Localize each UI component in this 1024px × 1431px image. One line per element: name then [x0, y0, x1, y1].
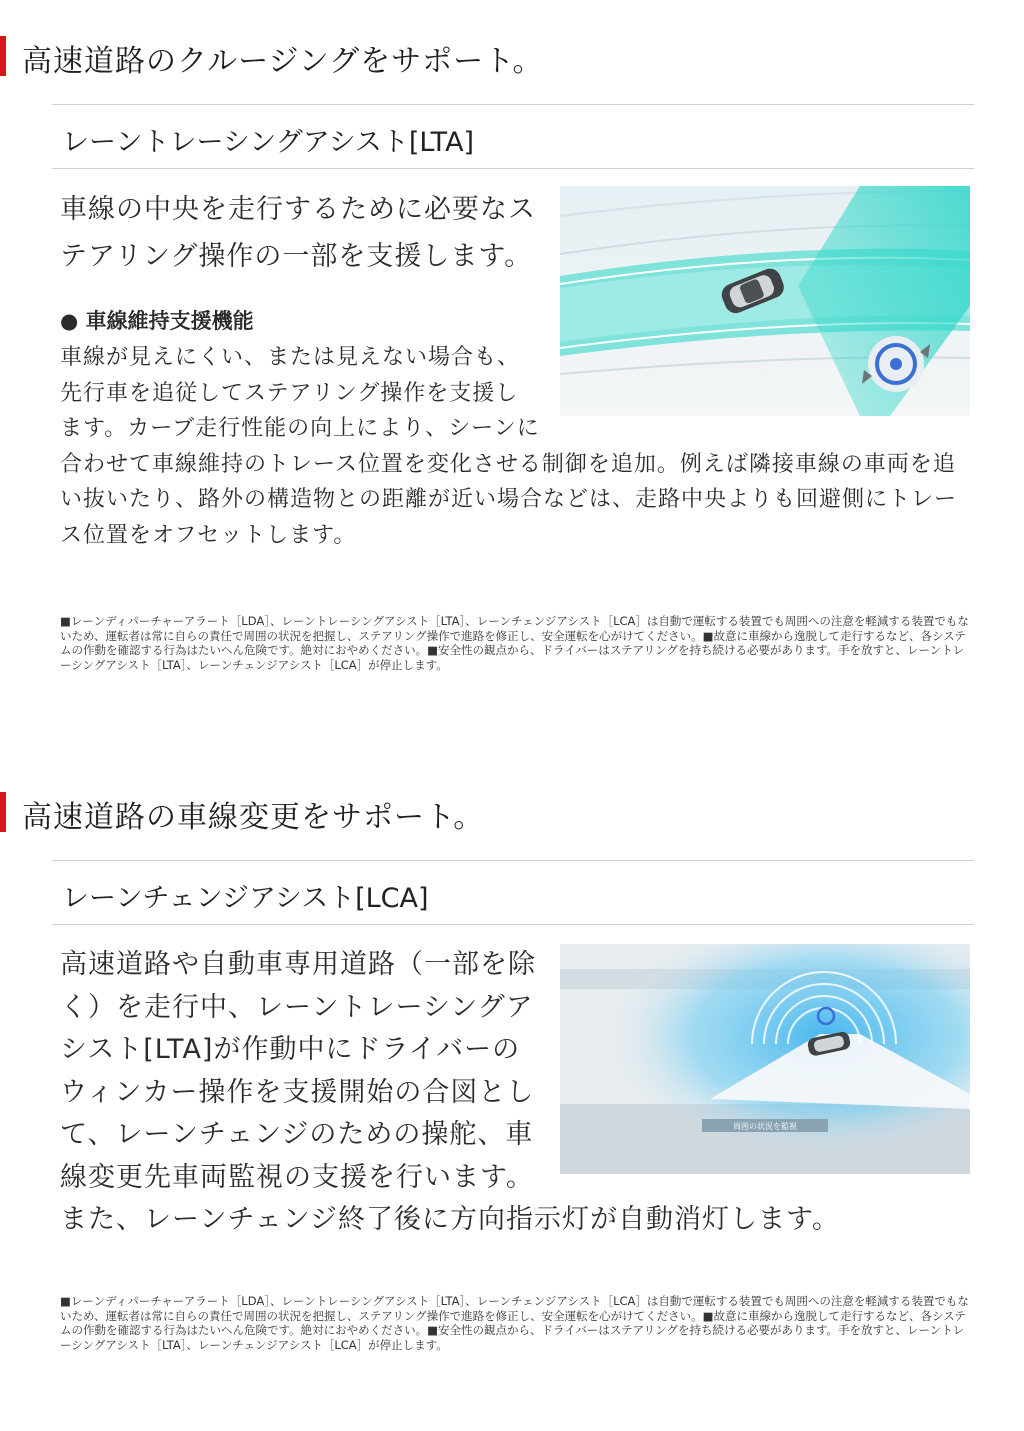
section-title-cruising: 高速道路のクルージングをサポート。: [22, 44, 544, 79]
lane-keep-body: 車線が見えにくい、または見えない場合も、先行車を追従してステアリング操作を支援します。カーブ走行性能の向上により、シーンに合わせて車線維持のトレース位置を変化させる制御を追加。例えば隣接車線の車両を追い抜いたり、路外の構造物との距離が近い場合などは、走路中央よりも回避側にトレース位置をオフセットします。: [60, 345, 958, 548]
section-accent-bar: [0, 792, 6, 832]
divider: [52, 104, 974, 105]
lta-lead-text: 車線の中央を走行するために必要なステアリング操作の一部を支援します。: [60, 194, 536, 272]
lca-image-caption: 周囲の状況を監視: [733, 1122, 797, 1131]
lta-description: [60, 186, 970, 553]
section-title-lane-change: 高速道路の車線変更をサポート。: [22, 800, 485, 835]
lca-disclaimer: ■レーンディパーチャーアラート［LDA］、レーントレーシングアシスト［LTA］、レーンチェンジアシスト［LCA］は自動で運転する装置でも周囲への注意を軽減する装置でもないため、運転者は常に自らの責任で周囲の状況を把握し、ステアリング操作で進路を修正し、安全運転を心がけてください。■故意に車線から逸脱して走行するなど、各システムの作動を確認する行為はたいへん危険です。絶対におやめください。■安全性の観点から、ドライバーはステアリングを持ち続ける必要があります。手を放すと、レーントレーシングアシスト［LTA］、レーンチェンジアシスト［LCA］が停止します。: [60, 1294, 969, 1352]
lta-illustration: [560, 186, 970, 416]
lane-keep-heading: ● 車線維持支援機能: [60, 309, 254, 333]
lca-lead-text: 高速道路や自動車専用道路（一部を除く）を走行中、レーントレーシングアシスト[LTA]が作動中にドライバーのウィンカー操作を支援開始の合図として、レーンチェンジのための操舵、車線変更先車両監視の支援を行います。また、レーンチェンジ終了後に方向指示灯が自動消灯します。: [60, 949, 840, 1235]
feature-name-lta: レーントレーシングアシスト[LTA]: [62, 127, 475, 158]
divider: [52, 860, 974, 861]
lca-description: [60, 944, 970, 1242]
divider: [52, 924, 974, 925]
lta-disclaimer: ■レーンディパーチャーアラート［LDA］、レーントレーシングアシスト［LTA］、レーンチェンジアシスト［LCA］は自動で運転する装置でも周囲への注意を軽減する装置でもないため、運転者は常に自らの責任で周囲の状況を把握し、ステアリング操作で進路を修正し、安全運転を心がけてください。■故意に車線から逸脱して走行するなど、各システムの作動を確認する行為はたいへん危険です。絶対におやめください。■安全性の観点から、ドライバーはステアリングを持ち続ける必要があります。手を放すと、レーントレーシングアシスト［LTA］、レーンチェンジアシスト［LCA］が停止します。: [60, 614, 969, 672]
lca-illustration: [560, 944, 970, 1174]
feature-name-lca: レーンチェンジアシスト[LCA]: [62, 883, 429, 914]
section-accent-bar: [0, 36, 6, 76]
divider: [52, 168, 974, 169]
